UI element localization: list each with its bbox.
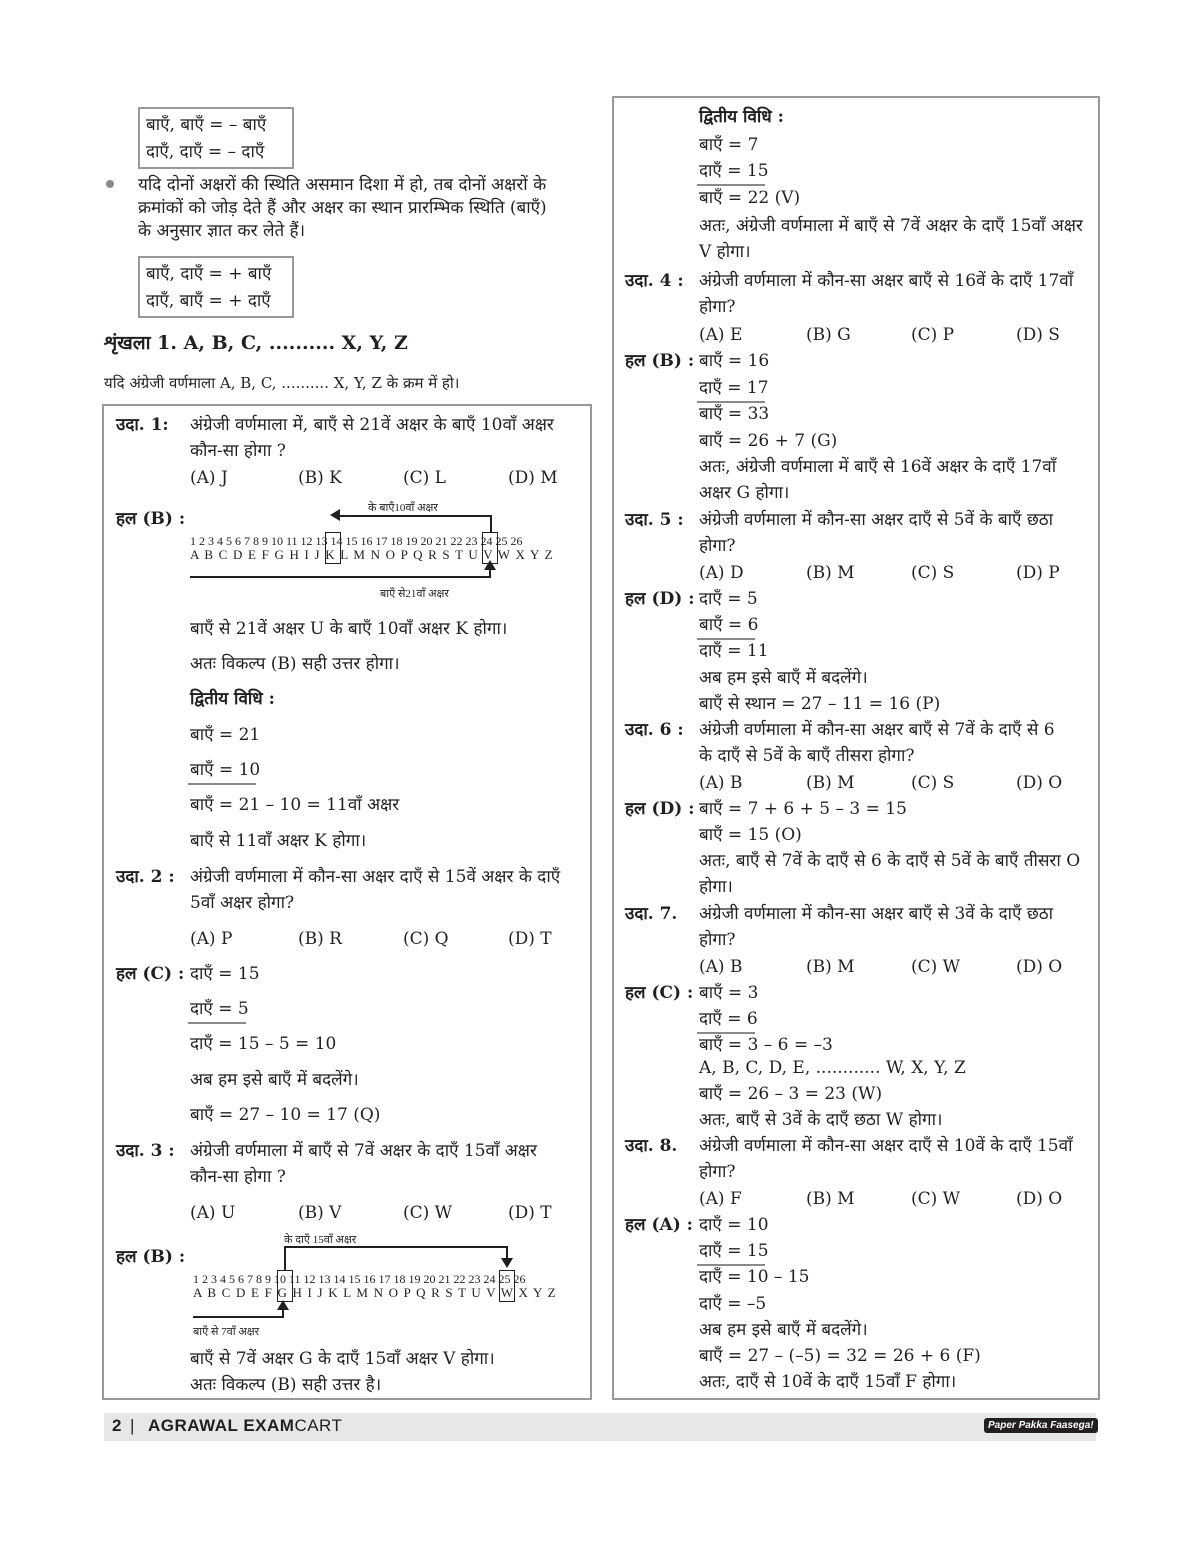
ex2-sol-line-1: दाएँ = 15 (190, 964, 260, 984)
ex3-top-arrow-line (284, 1246, 508, 1248)
ex5-label: उदा. 5 : (625, 510, 684, 530)
ex8-solution-label: हल (A) : (625, 1215, 693, 1235)
ex2-option-b: (B) R (298, 929, 342, 949)
ex6-sol-line-1: बाएँ = 7 + 6 + 5 – 3 = 15 (699, 799, 907, 819)
ex5-option-d: (D) P (1016, 563, 1060, 583)
ex3-bottom-arrow-line (193, 1316, 284, 1318)
ex3-bottom-arrowhead (277, 1300, 289, 1310)
ex3-top-arrowhead (501, 1258, 513, 1268)
ex7-question-line-2: होगा? (699, 930, 736, 950)
ex4-sol-line-1: बाएँ = 16 (699, 351, 770, 371)
ex7-option-b: (B) M (806, 957, 855, 977)
ex7-sol-line-5: बाएँ = 26 – 3 = 23 (W) (699, 1084, 883, 1104)
ex1-sol-line-7: बाएँ से 11वाँ अक्षर K होगा। (190, 831, 367, 851)
ex7-option-a: (A) B (699, 957, 743, 977)
brand-logo-part-2: EXAM (243, 1416, 295, 1435)
ex5-sol-line-1: दाएँ = 5 (699, 589, 758, 609)
ex6-question-line-2: के दाएँ से 5वें के बाएँ तीसरा होगा? (699, 746, 915, 766)
ex7-label: उदा. 7. (625, 904, 678, 924)
ex4-question-line-1: अंग्रेजी वर्णमाला में कौन-सा अक्षर बाएँ से 16वें के दाएँ 17वाँ (699, 271, 1074, 291)
ex2-option-c: (C) Q (403, 929, 449, 949)
ex7-sol-line-1: बाएँ = 3 (699, 983, 759, 1003)
ex2-sum-rule (188, 1022, 246, 1024)
ex3-number-row: 1 2 3 4 5 6 7 8 9 10 11 12 13 14 15 16 17 18 19 20 21 22 23 24 25 26 (193, 1272, 526, 1286)
ex3-option-b: (B) V (298, 1203, 342, 1223)
ex3-option-d: (D) T (508, 1203, 552, 1223)
rule-2-line-2: दाएँ, बाएँ = + दाएँ (146, 291, 271, 311)
ex2-question-line-1: अंग्रेजी वर्णमाला में कौन-सा अक्षर दाएँ से 15वें अक्षर के दाएँ (190, 867, 561, 887)
ex8-option-a: (A) F (699, 1189, 742, 1209)
ex4-option-c: (C) P (911, 325, 955, 345)
ex1-solution-label: हल (B) : (116, 509, 186, 529)
ex4-option-b: (B) G (806, 325, 851, 345)
ex3-arrow-top-label: के दाएँ 15वाँ अक्षर (284, 1234, 357, 1246)
ex7-sol-line-3: बाएँ = 3 – 6 = –3 (699, 1035, 833, 1055)
ex3-question-line-1: अंग्रेजी वर्णमाला में बाएँ से 7वें अक्षर के दाएँ 15वाँ अक्षर (190, 1141, 537, 1161)
ex1-option-b: (B) K (298, 468, 342, 488)
ex1-arrow-top-label: के बाएँ10वाँ अक्षर (368, 502, 438, 514)
brand-logo (148, 1416, 342, 1436)
ex2-option-a: (A) P (190, 929, 233, 949)
ex1-arrow-bottom-label: बाएँ से21वाँ अक्षर (380, 588, 449, 600)
series-heading: शृंखला 1. A, B, C, .......... X, Y, Z (104, 332, 408, 354)
ex1-bottom-arrowhead (484, 560, 496, 570)
ex8-sol-line-1: दाएँ = 10 (699, 1215, 769, 1235)
ex6-option-c: (C) S (911, 773, 955, 793)
ex1-method-2-heading: द्वितीय विधि : (190, 689, 275, 709)
ex8-question-line-1: अंग्रेजी वर्णमाला में कौन-सा अक्षर दाएँ से 10वें के दाएँ 15वाँ (699, 1136, 1073, 1156)
ex2-solution-label: हल (C) : (116, 964, 185, 984)
ex4-sol-line-4: बाएँ = 26 + 7 (G) (699, 431, 838, 451)
brand-logo-part-1: AGRAWAL (148, 1416, 244, 1435)
ex5-option-a: (A) D (699, 563, 744, 583)
ex8-label: उदा. 8. (625, 1136, 678, 1156)
ex4-sol-line-5: अतः, अंग्रेजी वर्णमाला में बाएँ से 16वें अक्षर के दाएँ 17वाँ (699, 457, 1057, 477)
ex6-sol-line-2: बाएँ = 15 (O) (699, 825, 802, 845)
ex8-sol-line-6: बाएँ = 27 – (–5) = 32 = 26 + 6 (F) (699, 1346, 981, 1366)
ex5-sol-line-4: अब हम इसे बाएँ में बदलेंगे। (699, 668, 868, 688)
ex6-label: उदा. 6 : (625, 720, 684, 740)
ex1-option-c: (C) L (403, 468, 446, 488)
bullet-dot (106, 180, 114, 188)
tagline-badge: Paper Pakka Faasega! (984, 1418, 1098, 1433)
ex6-sol-line-4: होगा। (699, 877, 733, 897)
footer-separator: | (130, 1416, 135, 1435)
ex6-sol-line-3: अतः, बाएँ से 7वें के दाएँ से 6 के दाएँ से 5वें के बाएँ तीसरा O (699, 851, 1081, 871)
brand-logo-part-3: CART (294, 1416, 343, 1435)
ex4-sol-line-2: दाएँ = 17 (699, 378, 769, 398)
ex3-letter-row: A B C D E F G H I J K L M N O P Q R S T U V W X Y Z (193, 1285, 557, 1300)
ex8-sol-line-4: दाएँ = –5 (699, 1294, 767, 1314)
ex5-sol-line-3: दाएँ = 11 (699, 641, 769, 661)
ex4-option-d: (D) S (1016, 325, 1060, 345)
ex1-top-arrow-line (338, 515, 492, 517)
ex3-solution-label: हल (B) : (116, 1247, 186, 1267)
ex8-option-d: (D) O (1016, 1189, 1063, 1209)
ex7-solution-label: हल (C) : (625, 983, 694, 1003)
ex6-solution-label: हल (D) : (625, 799, 695, 819)
rule-1-line-1: बाएँ, बाएँ = – बाएँ (146, 115, 267, 135)
ex3-top-arrow-rise (284, 1246, 286, 1270)
ex4-sol-line-3: बाएँ = 33 (699, 404, 770, 424)
ex5-sol-line-2: बाएँ = 6 (699, 615, 759, 635)
ex3-option-a: (A) U (190, 1203, 236, 1223)
ex5-question-line-1: अंग्रेजी वर्णमाला में कौन-सा अक्षर दाएँ से 5वें के बाएँ छठा (699, 510, 1054, 530)
ex4-sol-line-6: अक्षर G होगा। (699, 483, 790, 503)
ex1-question-line-1: अंग्रेजी वर्णमाला में, बाएँ से 21वें अक्षर के बाएँ 10वाँ अक्षर (190, 415, 554, 435)
right-m-line-5: V होगा। (699, 242, 751, 262)
page-number: 2 (112, 1416, 122, 1435)
ex8-question-line-2: होगा? (699, 1162, 736, 1182)
ex1-number-row: 1 2 3 4 5 6 7 8 9 10 11 12 13 14 15 16 17 18 19 20 21 22 23 24 25 26 (190, 534, 523, 548)
ex4-question-line-2: होगा? (699, 297, 736, 317)
right-m-line-3: बाएँ = 22 (V) (699, 188, 801, 208)
ex6-option-d: (D) O (1016, 773, 1063, 793)
bullet-text-line-1: यदि दोनों अक्षरों की स्थिति असमान दिशा में हो, तब दोनों अक्षरों के (138, 175, 547, 195)
ex1-top-arrowhead (330, 509, 340, 521)
ex5-question-line-2: होगा? (699, 536, 736, 556)
ex6-question-line-1: अंग्रेजी वर्णमाला में कौन-सा अक्षर बाएँ से 7वें के दाएँ से 6 (699, 720, 1055, 740)
ex2-sol-line-2: दाएँ = 5 (190, 999, 249, 1019)
ex1-sum-rule (188, 783, 256, 785)
ex4-option-a: (A) E (699, 325, 743, 345)
ex1-letter-row: A B C D E F G H I J K L M N O P Q R S T U V W X Y Z (190, 547, 554, 562)
series-intro: यदि अंग्रेजी वर्णमाला A, B, C, .......... X, Y, Z के क्रम में हो। (104, 374, 460, 392)
ex6-option-b: (B) M (806, 773, 855, 793)
ex4-solution-label: हल (B) : (625, 351, 695, 371)
ex1-option-d: (D) M (508, 468, 558, 488)
ex2-option-d: (D) T (508, 929, 552, 949)
ex2-sol-line-3: दाएँ = 15 – 5 = 10 (190, 1034, 337, 1054)
ex7-sol-line-6: अतः, बाएँ से 3वें के दाएँ छठा W होगा। (699, 1110, 943, 1130)
ex6-option-a: (A) B (699, 773, 743, 793)
ex1-sol-line-4: बाएँ = 21 (190, 725, 261, 745)
bullet-text-line-3: के अनुसार ज्ञात कर लेते हैं। (138, 221, 306, 241)
ex5-option-c: (C) S (911, 563, 955, 583)
ex7-question-line-1: अंग्रेजी वर्णमाला में कौन-सा अक्षर बाएँ से 3वें के दाएँ छठा (699, 904, 1054, 924)
right-m-sum-rule (697, 184, 765, 186)
right-method-2-heading: द्वितीय विधि : (699, 107, 784, 127)
ex8-sol-line-3: दाएँ = 10 – 15 (699, 1267, 810, 1287)
ex7-sol-line-4: A, B, C, D, E, ............ W, X, Y, Z (699, 1058, 966, 1078)
right-m-line-2: दाएँ = 15 (699, 161, 769, 181)
ex8-option-c: (C) W (911, 1189, 961, 1209)
ex1-option-a: (A) J (190, 468, 228, 488)
ex4-label: उदा. 4 : (625, 271, 684, 291)
ex2-label: उदा. 2 : (116, 867, 175, 887)
ex1-top-arrow-drop (490, 515, 492, 533)
ex3-arrow-bottom-label: बाएँ से 7वाँ अक्षर (193, 1326, 260, 1338)
ex2-question-line-2: 5वाँ अक्षर होगा? (190, 893, 295, 913)
ex3-label: उदा. 3 : (116, 1141, 175, 1161)
ex5-solution-label: हल (D) : (625, 589, 695, 609)
ex1-sol-line-6: बाएँ = 21 – 10 = 11वाँ अक्षर (190, 795, 400, 815)
ex3-option-c: (C) W (403, 1203, 453, 1223)
rule-2-line-1: बाएँ, दाएँ = + बाएँ (146, 264, 272, 284)
ex2-sol-line-5: बाएँ = 27 – 10 = 17 (Q) (190, 1105, 381, 1125)
ex2-sol-line-4: अब हम इसे बाएँ में बदलेंगे। (190, 1070, 359, 1090)
ex8-option-b: (B) M (806, 1189, 855, 1209)
ex3-question-line-2: कौन-सा होगा ? (190, 1167, 286, 1187)
ex5-option-b: (B) M (806, 563, 855, 583)
ex1-question-line-2: कौन-सा होगा ? (190, 441, 286, 461)
ex8-sol-line-7: अतः, दाएँ से 10वें के दाएँ 15वाँ F होगा। (699, 1372, 957, 1392)
ex1-sol-line-5: बाएँ = 10 (190, 760, 261, 780)
ex8-sol-line-2: दाएँ = 15 (699, 1241, 769, 1261)
right-m-line-1: बाएँ = 7 (699, 135, 759, 155)
bullet-text-line-2: क्रमांकों को जोड़ देते हैं और अक्षर का स्थान प्रारम्भिक स्थिति (बाएँ) (138, 198, 547, 218)
right-m-line-4: अतः, अंग्रेजी वर्णमाला में बाएँ से 7वें अक्षर के दाएँ 15वाँ अक्षर (699, 216, 1083, 236)
rule-1-line-2: दाएँ, दाएँ = – दाएँ (146, 142, 265, 162)
ex1-sol-line-2: अतः विकल्प (B) सही उत्तर होगा। (190, 654, 400, 674)
ex1-bottom-arrow-line (190, 576, 491, 578)
ex7-option-c: (C) W (911, 957, 961, 977)
ex1-label: उदा. 1: (116, 415, 169, 435)
ex7-option-d: (D) O (1016, 957, 1063, 977)
ex1-sol-line-1: बाएँ से 21वें अक्षर U के बाएँ 10वाँ अक्षर K होगा। (190, 619, 508, 639)
ex3-sol-line-1: बाएँ से 7वें अक्षर G के दाएँ 15वाँ अक्षर V होगा। (190, 1349, 495, 1369)
ex8-sol-line-5: अब हम इसे बाएँ में बदलेंगे। (699, 1320, 868, 1340)
ex3-sol-line-2: अतः विकल्प (B) सही उत्तर है। (190, 1375, 382, 1395)
ex5-sol-line-5: बाएँ से स्थान = 27 – 11 = 16 (P) (699, 694, 941, 714)
ex7-sol-line-2: दाएँ = 6 (699, 1009, 758, 1029)
